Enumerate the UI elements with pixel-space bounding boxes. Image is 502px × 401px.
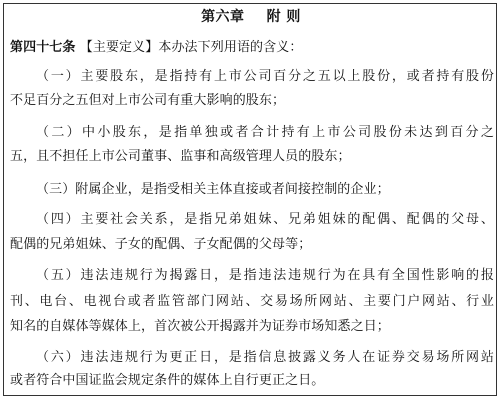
item-5-line-1: （五）违法违规行为揭露日，是指违法违规行为在具有全国性影响的报: [36, 268, 494, 283]
chapter-name: 附 则: [266, 9, 301, 25]
article-intro: 本办法下列用语的含义：: [158, 40, 303, 55]
item-4-line-2: 配偶的兄弟姐妹、子女的配偶、子女配偶的父母等；: [10, 237, 312, 252]
item-5-line-3: 知名的自媒体等媒体上，首次被公开揭露并为证券市场知悉之日；: [10, 319, 390, 334]
item-2-line-2: 五，且不担任上市公司董事、监事和高级管理人员的股东；: [10, 149, 351, 164]
item-1-line-1: （一）主要股东，是指持有上市公司百分之五以上股份，或者持有股份: [36, 69, 494, 84]
item-4-line-1: （四）主要社会关系，是指兄弟姐妹、兄弟姐妹的配偶、配偶的父母、: [36, 212, 494, 227]
article-number: 第四十七条: [10, 40, 76, 55]
chapter-title: [0, 6, 502, 26]
item-1-line-2: 不足百分之五但对上市公司有重大影响的股东；: [10, 93, 286, 108]
item-6-line-1: （六）违法违规行为更正日，是指信息披露义务人在证券交易场所网站: [36, 350, 494, 365]
item-2-line-1: （二）中小股东，是指单独或者合计持有上市公司股份未达到百分之: [36, 125, 494, 140]
item-6-line-2: 或者符合中国证监会规定条件的媒体上自行更正之日。: [10, 373, 325, 388]
chapter-number: 第六章: [201, 9, 245, 25]
item-5-line-2: 刊、电台、电视台或者监管部门网站、交易场所网站、主要门户网站、行业: [10, 294, 494, 309]
document-frame: [3, 3, 497, 396]
article-heading-line: [10, 39, 494, 57]
article-heading: 【主要定义】: [79, 40, 159, 55]
item-3-line-1: （三）附属企业，是指受相关主体直接或者间接控制的企业；: [36, 182, 390, 197]
